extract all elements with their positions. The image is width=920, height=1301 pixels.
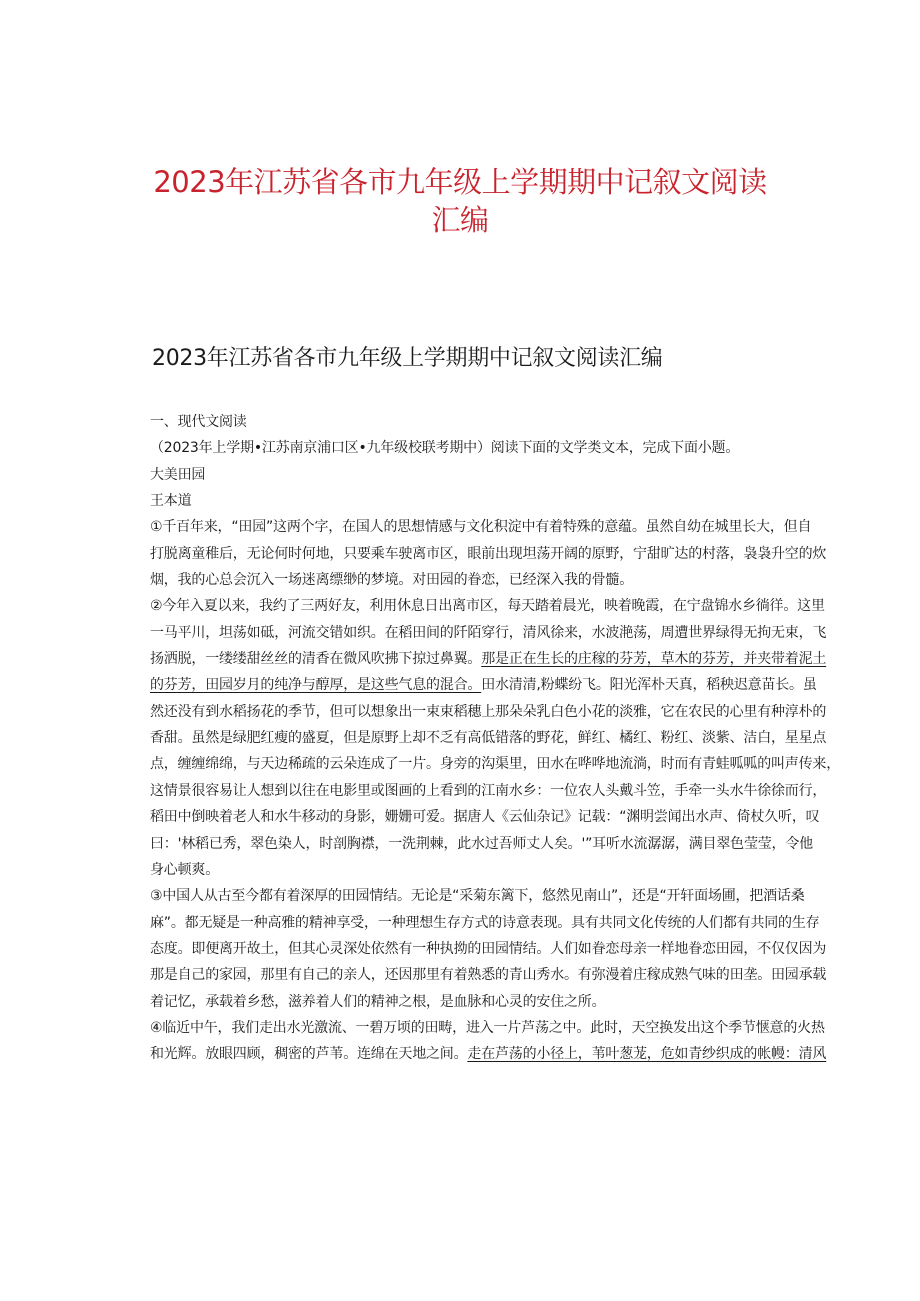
document-title [0,163,920,239]
text-line [150,804,850,830]
line-text: 扬洒脱，一缕缕甜丝丝的清香在微风吹拂下掠过鼻翼。 [150,651,482,668]
text-line [150,488,850,514]
section-heading: 2023年江苏省各市九年级上学期期中记叙文阅读汇编 [152,346,663,371]
line-text: （2023年上学期•江苏南京浦口区•九年级校联考期中）阅读下面的文学类文本，完成下面小题。 [150,440,740,457]
line-text: 打脱离童稚后，无论何时何地，只要乘车驶离市区，眼前出现坦荡开阔的原野，宁甜旷达的村落，袅袅升空的炊 [150,545,827,562]
line-text: 田水清清,粉蝶纷飞。阳光浑朴天真，稻秧迟意苗长。虽 [481,677,817,694]
text-line [150,1015,850,1041]
underlined-text: 走在芦荡的小径上，苇叶葱茏，危如青纱织成的帐幔：清风 [467,1046,827,1063]
line-text: 麻”。都无疑是一种高雅的精神享受，一种理想生存方式的诗意表现。具有共同文化传统的人们都有共同的生存 [150,914,820,931]
text-line [150,1041,850,1067]
line-text: ③中国人从古至今都有着深厚的田园情结。无论是“采菊东篱下，悠然见南山”，还是“开轩面场圃，把酒话桑 [150,888,805,905]
line-text: 着记忆，承载着乡愁，滋养着人们的精神之根，是血脉和心灵的安住之所。 [150,993,606,1010]
underlined-text: 的芬芳，田园岁月的纯净与醇厚，是这些气息的混合。 [150,677,482,694]
line-text: 大美田园 [150,466,206,483]
line-text: 一、现代文阅读 [150,414,247,430]
text-line [150,857,850,883]
text-line [150,409,850,435]
text-line [150,751,850,777]
text-line [150,778,850,804]
text-line [150,962,850,988]
document-title-line-1: 2023年江苏省各市九年级上学期期中记叙文阅读 [153,165,767,199]
text-line [150,514,850,540]
line-text: 稻田中倒映着老人和水牛移动的身影，姗姗可爱。据唐人《云仙杂记》记载：“渊明尝闻出水声、倚杖久听，叹 [150,809,820,826]
line-text: 一马平川，坦荡如砥，河流交错如织。在稻田间的阡陌穿行，清风徐来，水波滟荡，周遭世界绿得无拘无束，飞 [150,624,827,641]
line-text: 然还没有到水稻扬花的季节，但可以想象出一束束稻穗上那朵朵乳白色小花的淡雅，它在农民的心里有种淳朴的 [150,703,827,720]
text-line [150,725,850,751]
text-line [150,541,850,567]
article-body [150,409,850,1068]
text-line [150,435,850,461]
line-text: 王本道 [150,493,192,510]
text-line [150,672,850,698]
line-text: ④临近中午，我们走出水光激流、一碧万顷的田畴，进入一片芦荡之中。此时，天空换发出这个季节惬意的火热 [150,1019,825,1036]
line-text: 和光辉。放眼四顾，稠密的芦苇。连绵在天地之间。 [150,1046,468,1063]
line-text: ②今年入夏以来，我约了三两好友，利用休息日出离市区，每天踏着晨光，映着晚霞，在宁盘锦水乡徜徉。这里 [150,598,825,615]
line-text: 身心顿爽。 [150,861,219,878]
text-line [150,910,850,936]
line-text: 态度。即便离开故土，但其心灵深处依然有一种执拗的田园情结。人们如眷恋母亲一样地眷恋田园，不仅仅因为 [150,940,827,957]
text-line [150,699,850,725]
text-line [150,831,850,857]
text-line [150,567,850,593]
text-line [150,646,850,672]
text-line [150,989,850,1015]
text-line [150,620,850,646]
underlined-text: 那是正在生长的庄稼的芬芳，草木的芬芳，并夹带着泥土 [481,651,827,668]
line-text: 曰：'林稻已秀，翠色染人，时剖胸襟，一洗荆棘，此水过吾师丈人矣。'”耳听水流潺潺，满目翠色莹莹，令他 [150,835,813,852]
line-text: 烟，我的心总会沉入一场迷离缥缈的梦境。对田园的眷恋，已经深入我的骨髓。 [150,572,633,589]
line-text: 那是自己的家园，那里有自己的亲人，还因那里有着熟悉的青山秀水。有弥漫着庄稼成熟气味的田垄。田园承载 [150,967,827,984]
line-text: 点，缠缠绵绵，与天边稀疏的云朵连成了一片。身旁的沟渠里，田水在哗哗地流淌，时而有青蛙呱呱的叫声传来， [150,756,840,773]
text-line [150,883,850,909]
line-text: 这情景很容易让人想到以往在电影里或图画的上看到的江南水乡：一位农人头戴斗笠，手牵一头水牛徐徐而行， [150,782,827,799]
text-line [150,593,850,619]
line-text: ①千百年来，“田园”这两个字，在国人的思想情感与文化积淀中有着特殊的意蕴。虽然自幼在城里长大，但自 [150,519,812,536]
text-line [150,462,850,488]
document-title-line-2: 汇编 [431,203,489,237]
line-text: 香甜。虽然是绿肥红瘦的盛夏，但是原野上却不乏有高低错落的野花，鲜红、橘红、粉红、淡紫、洁白，星星点 [150,730,827,747]
text-line [150,936,850,962]
